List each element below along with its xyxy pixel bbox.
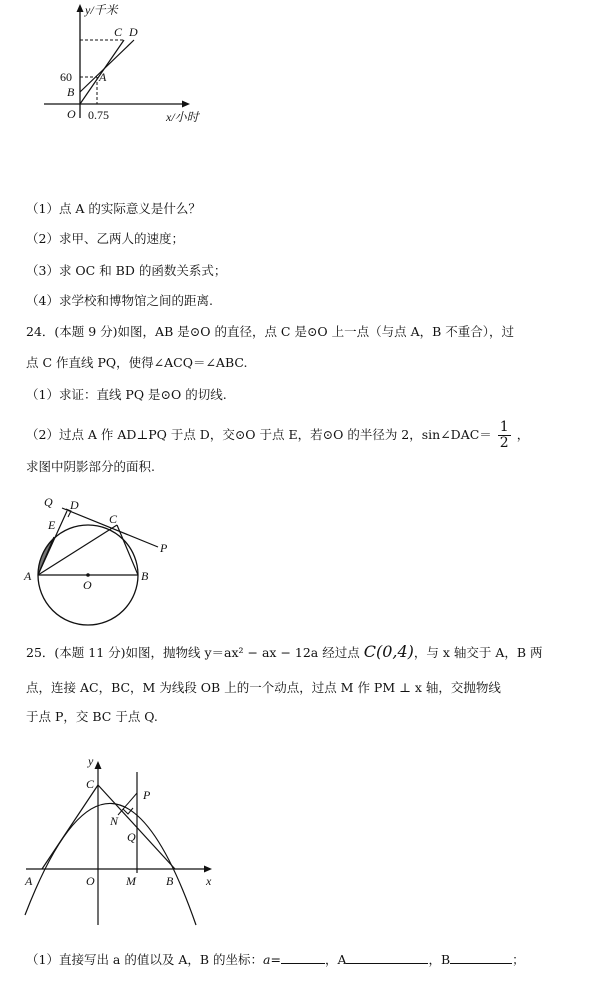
label-p3: P: [143, 788, 151, 802]
label-o3: O: [86, 874, 95, 888]
q23-part4: （4）求学校和博物馆之间的距离.: [26, 293, 213, 308]
label-a2: A: [24, 569, 32, 583]
q25-line3: 于点 P，交 BC 于点 Q.: [26, 709, 158, 724]
q23-part3: （3）求 OC 和 BD 的函数关系式；: [26, 263, 227, 278]
label-n3: N: [110, 814, 119, 828]
label-c2: C: [109, 512, 118, 526]
a-coord-label: ，A: [324, 952, 347, 967]
q25-part1: [26, 951, 525, 968]
fraction-denominator: 2: [499, 435, 509, 451]
q25-line1: [26, 644, 543, 661]
q25-line1-a: 25．(本题 11 分)如图，抛物线 y＝ax² − ax − 12a 经过点: [26, 645, 364, 660]
label-075: 0.75: [88, 108, 109, 122]
label-b2: B: [141, 569, 149, 583]
sin-fraction: [498, 420, 511, 451]
label-p: P: [160, 541, 168, 555]
label-x3: x: [206, 874, 212, 888]
line-bd: [80, 40, 134, 92]
q25-line1-b: ，与 x 轴交于 A，B 两: [413, 645, 543, 660]
label-o2: O: [83, 578, 92, 592]
y-axis-label: y/千米: [85, 3, 118, 17]
x-axis-label: x/小时: [166, 110, 199, 124]
q24-part1: （1）求证：直线 PQ 是⊙O 的切线.: [26, 387, 227, 402]
label-d: D: [129, 25, 138, 39]
q25-part1-text: （1）直接写出 a 的值以及 A，B 的坐标：: [26, 952, 264, 967]
a-label: a=: [263, 952, 281, 967]
label-e: E: [48, 518, 56, 532]
parabola-figure: [0, 745, 606, 935]
y-axis-arrow: [77, 4, 84, 12]
x-axis3-arrow: [204, 866, 212, 873]
answer-blank-b-coord[interactable]: [450, 951, 512, 964]
b-coord-label: ，B: [428, 952, 451, 967]
answer-blank-a-coord[interactable]: [346, 951, 428, 964]
q24-part2-end: ，: [516, 427, 530, 442]
q24-line2: 点 C 作直线 PQ，使得∠ACQ＝∠ABC.: [26, 355, 248, 370]
label-m3: M: [126, 874, 136, 888]
x-axis-arrow: [182, 101, 190, 108]
q24-line-last: 求图中阴影部分的面积.: [26, 459, 155, 474]
circle-figure: [0, 490, 606, 650]
label-b3: B: [166, 874, 174, 888]
label-d2: D: [70, 498, 79, 512]
label-b: B: [67, 85, 75, 99]
center-dot: [86, 573, 90, 577]
line-ac3: [42, 785, 98, 869]
chord-bc: [117, 525, 138, 575]
label-c3: C: [86, 777, 95, 791]
q24-part2: [26, 420, 529, 451]
label-a: A: [99, 70, 107, 84]
y-axis3-arrow: [95, 761, 102, 769]
fraction-numerator: 1: [499, 419, 509, 435]
label-o: O: [67, 107, 76, 121]
point-c-coord: C(0,4): [363, 642, 414, 661]
label-y3: y: [88, 754, 94, 768]
label-60: 60: [60, 70, 72, 84]
q24-part2-text: （2）过点 A 作 AD⊥PQ 于点 D，交⊙O 于点 E，若⊙O 的半径为 2，sin∠DAC＝: [26, 427, 492, 442]
label-a3: A: [25, 874, 33, 888]
q25-part1-end: ；: [512, 952, 525, 967]
distance-time-graph: [0, 0, 606, 150]
q23-part2: （2）求甲、乙两人的速度；: [26, 231, 184, 246]
q24-line1: 24．(本题 9 分)如图，AB 是⊙O 的直径，点 C 是⊙O 上一点（与点 A，B 不重合），过: [26, 324, 515, 339]
answer-blank-a[interactable]: [281, 951, 325, 964]
label-c: C: [114, 25, 123, 39]
label-q3: Q: [127, 830, 136, 844]
q23-part1: （1）点 A 的实际意义是什么？: [26, 201, 201, 216]
label-q: Q: [44, 495, 53, 509]
line-pn: [118, 793, 137, 815]
q25-line2: 点，连接 AC，BC，M 为线段 OB 上的一个动点，过点 M 作 PM ⊥ x 轴，交抛物线: [26, 680, 501, 695]
